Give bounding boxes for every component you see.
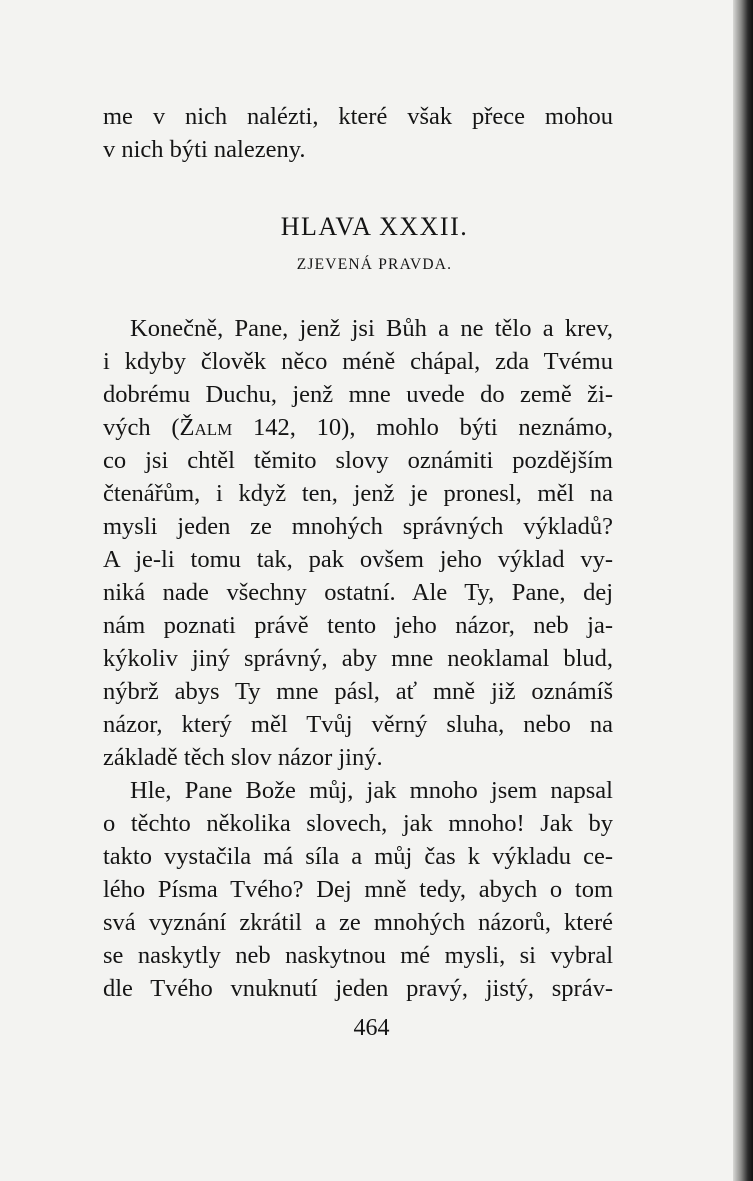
- text-line: me v nich nalézti, které však přece mohou: [103, 103, 613, 130]
- text-line: nám poznati právě tento jeho názor, neb ja-: [103, 612, 613, 639]
- text-line: svá vyznání zkrátil a ze mnohých názorů, které: [103, 909, 613, 936]
- text-line: čtenářům, i když ten, jenž je pronesl, měl na: [103, 480, 613, 507]
- text-line: základě těch slov názor jiný.: [103, 744, 383, 771]
- text-line: co jsi chtěl těmito slovy oznámiti pozdějším: [103, 447, 613, 474]
- paragraph-first-line: Hle, Pane Bože můj, jak mnoho jsem napsal: [130, 777, 613, 804]
- text-line: takto vystačila má síla a můj čas k výkladu ce-: [103, 843, 613, 870]
- chapter-title: HLAVA XXXII.: [280, 212, 469, 241]
- text-line: dobrému Duchu, jenž mne uvede do země ži-: [103, 381, 613, 408]
- text-line: názor, který měl Tvůj věrný sluha, nebo na: [103, 711, 613, 738]
- text-line: nýbrž abys Ty mne pásl, ať mně již oznámíš: [103, 678, 613, 705]
- text-line: A je-li tomu tak, pak ovšem jeho výklad vy-: [103, 546, 613, 573]
- text-line: dle Tvého vnuknutí jeden pravý, jistý, správ-: [103, 975, 613, 1002]
- text-line: mysli jeden ze mnohých správných výkladů?: [103, 513, 613, 540]
- chapter-subtitle: ZJEVENÁ PRAVDA.: [296, 256, 453, 273]
- reference-suffix: 142, 10), mohlo býti neznámo,: [232, 414, 613, 441]
- text-line-with-reference: [103, 411, 613, 444]
- text-line: v nich býti nalezeny.: [103, 136, 306, 163]
- page-edge-shadow: [733, 0, 753, 1181]
- text-line: se naskytly neb naskytnou mé mysli, si vybral: [103, 942, 613, 969]
- text-line: niká nade všechny ostatní. Ale Ty, Pane, dej: [103, 579, 613, 606]
- text-line: kýkoliv jiný správný, aby mne neoklamal blud,: [103, 645, 613, 672]
- text-line: lého Písma Tvého? Dej mně tedy, abych o tom: [103, 876, 613, 903]
- text-line: o těchto několika slovech, jak mnoho! Jak by: [103, 810, 613, 837]
- text-line: i kdyby člověk něco méně chápal, zda Tvému: [103, 348, 613, 375]
- reference-prefix: vých (: [103, 414, 180, 441]
- page-number: 464: [353, 1015, 390, 1041]
- psalm-reference: Žalm: [179, 414, 233, 441]
- paragraph-first-line: Konečně, Pane, jenž jsi Bůh a ne tělo a krev,: [130, 315, 613, 342]
